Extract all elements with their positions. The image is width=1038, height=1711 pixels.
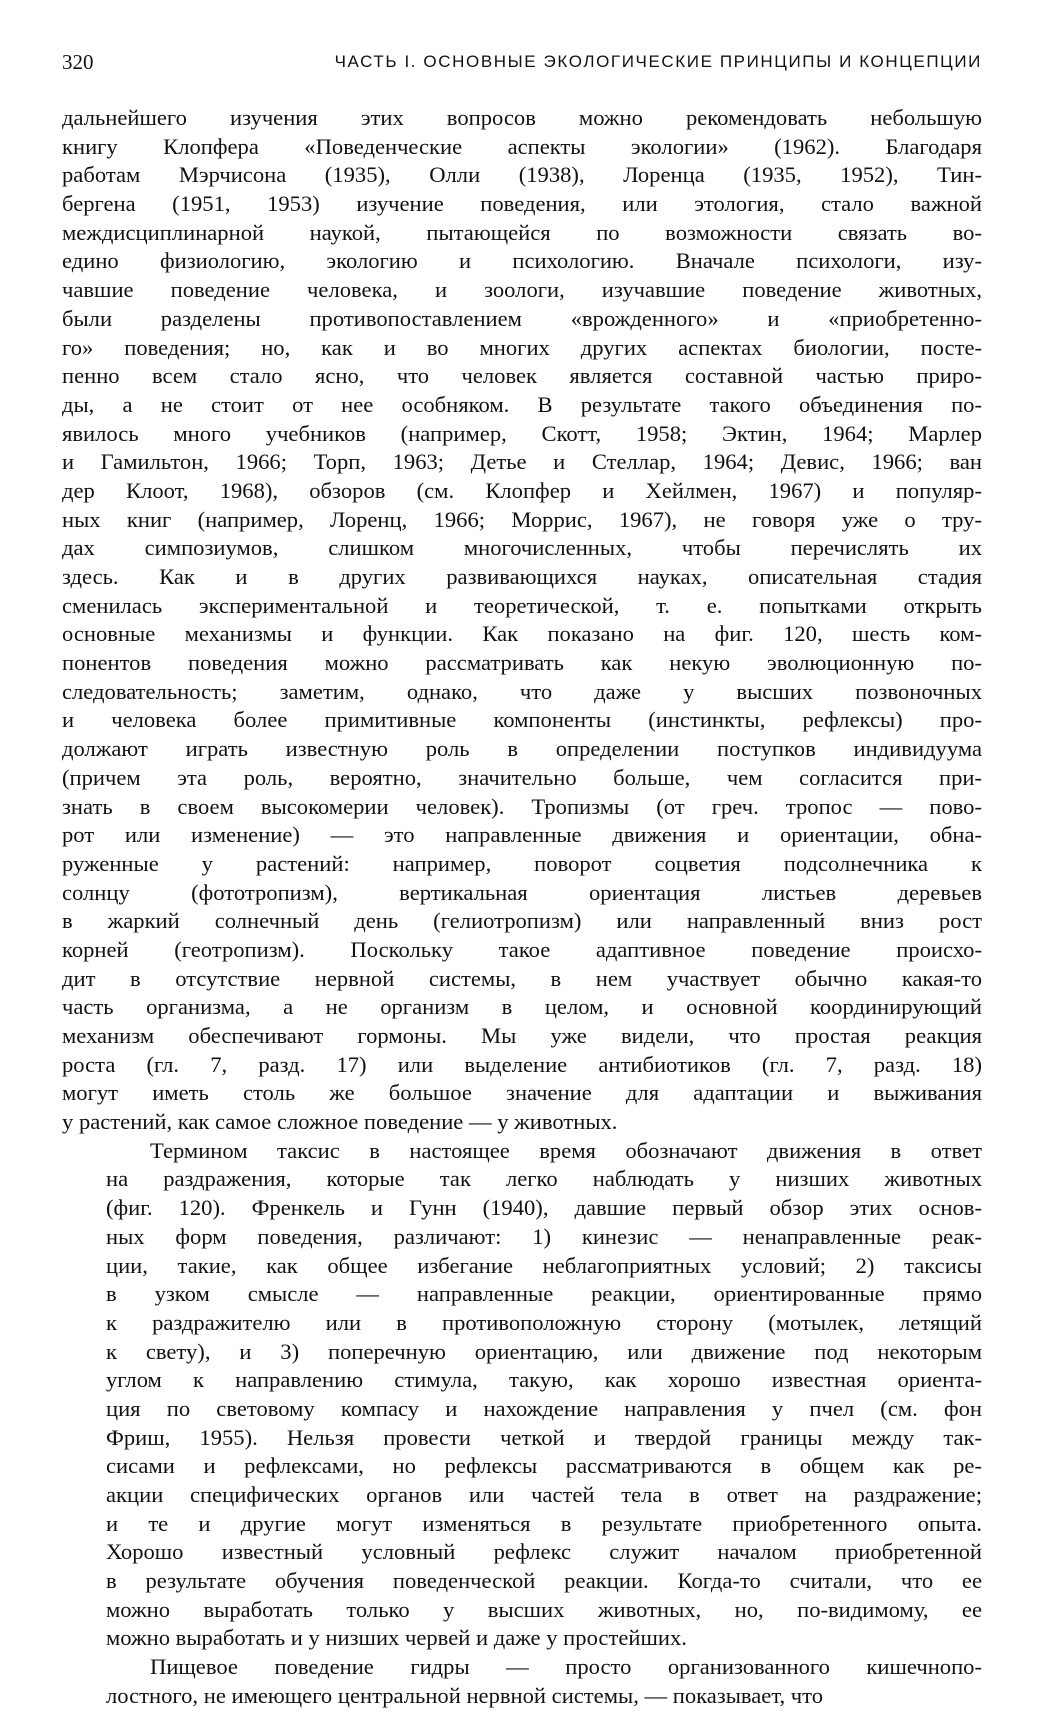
page-header — [62, 48, 982, 78]
text-line: бергена (1951, 1953) изучение поведения, или этология, стало важной — [62, 191, 982, 217]
page-number: 320 — [62, 50, 94, 74]
text-line: ция по световому компасу и нахождение направления у пчел (см. фон — [106, 1395, 982, 1421]
text-line: Пищевое поведение гидры — просто организованного кишечнопо- — [150, 1654, 982, 1680]
text-line: явилось много учебников (например, Скотт, 1958; Эктин, 1964; Марлер — [62, 420, 982, 446]
text-line: понентов поведения можно рассматривать как некую эволюционную по- — [62, 650, 982, 676]
text-line: дах симпозиумов, слишком многочисленных, чтобы перечислять их — [62, 535, 982, 561]
text-line: в жаркий солнечный день (гелиотропизм) или направленный вниз рост — [62, 908, 982, 934]
text-line: го» поведения; но, как и во многих других аспектах биологии, посте- — [62, 334, 982, 360]
text-line: руженные у растений: например, поворот соцветия подсолнечника к — [62, 850, 982, 876]
text-line: акции специфических органов или частей тела в ответ на раздражение; — [106, 1482, 982, 1507]
running-head: ЧАСТЬ I. ОСНОВНЫЕ ЭКОЛОГИЧЕСКИЕ ПРИНЦИПЫ И КОНЦЕПЦИИ — [334, 52, 982, 71]
text-line: Хорошо известный условный рефлекс служит началом приобретенной — [106, 1539, 982, 1565]
text-line: Термином таксис в настоящее время обозначают движения в ответ — [150, 1137, 982, 1163]
text-line: книгу Клопфера «Поведенческие аспекты экологии» (1962). Благодаря — [62, 133, 982, 159]
text-line: механизм обеспечивают гормоны. Мы уже видели, что простая реакция — [62, 1023, 982, 1048]
text-line: углом к направлению стимула, такую, как хорошо известная ориента- — [106, 1367, 982, 1393]
text-line: (причем эта роль, вероятно, значительно больше, чем согласится при- — [62, 764, 982, 790]
text-line: в результате обучения поведенческой реакции. Когда-то считали, что ее — [106, 1568, 982, 1594]
paragraph — [62, 1653, 982, 1710]
text-line: сменилась экспериментальной и теоретической, т. е. попытками открыть — [62, 592, 982, 618]
text-line: Фриш, 1955). Нельзя провести четкой и твердой границы между так- — [106, 1424, 982, 1450]
text-line: едино физиологию, экологию и психологию. Вначале психологи, изу- — [62, 248, 982, 274]
text-line: к свету), и 3) поперечную ориентацию, или движение под некоторым — [106, 1338, 982, 1364]
text-line: можно выработать только у высших животных, но, по-видимому, ее — [106, 1596, 982, 1622]
text-line: и те и другие могут изменяться в результате приобретенного опыта. — [106, 1510, 982, 1536]
text-line: следовательность; заметим, однако, что даже у высших позвоночных — [62, 678, 982, 704]
text-line: пенно всем стало ясно, что человек является составной частью приро- — [62, 363, 982, 389]
text-line: ных форм поведения, различают: 1) кинезис — ненаправленные реак- — [106, 1223, 982, 1249]
text-line: могут иметь столь же большое значение для адаптации и выживания — [62, 1080, 982, 1106]
paragraph — [62, 104, 982, 1137]
text-line: можно выработать и у низших червей и даже у простейших. — [106, 1625, 687, 1651]
text-line: знать в своем высокомерии человек). Тропизмы (от греч. тропос — пово- — [62, 793, 982, 819]
text-line: в узком смысле — направленные реакции, ориентированные прямо — [106, 1281, 982, 1307]
text-line: часть организма, а не организм в целом, и основной координирующий — [62, 994, 982, 1020]
text-line: солнцу (фототропизм), вертикальная ориентация листьев деревьев — [62, 879, 982, 905]
text-line: у растений, как самое сложное поведение — у животных. — [62, 1109, 618, 1135]
text-line: дит в отсутствие нервной системы, в нем участвует обычно какая-то — [62, 965, 982, 991]
text-line: были разделены противопоставлением «врожденного» и «приобретенно- — [62, 305, 982, 331]
text-line: роста (гл. 7, разд. 17) или выделение антибиотиков (гл. 7, разд. 18) — [62, 1051, 982, 1077]
text-line: корней (геотропизм). Поскольку такое адаптивное поведение происхо- — [62, 936, 982, 962]
text-line: здесь. Как и в других развивающихся науках, описательная стадия — [62, 564, 982, 589]
text-line: должают играть известную роль в определении поступков индивидуума — [62, 736, 982, 762]
paragraph — [62, 1137, 982, 1653]
text-line: на раздражения, которые так легко наблюдать у низших животных — [106, 1166, 982, 1192]
text-line: и человека более примитивные компоненты (инстинкты, рефлексы) про- — [62, 707, 982, 733]
text-line: рот или изменение) — это направленные движения и ориентации, обна- — [62, 822, 982, 848]
text-line: междисциплинарной наукой, пытающейся по возможности связать во- — [62, 219, 982, 245]
text-line: дер Клоот, 1968), обзоров (см. Клопфер и Хейлмен, 1967) и популяр- — [62, 477, 982, 503]
text-line: к раздражителю или в противоположную сторону (мотылек, летящий — [106, 1309, 982, 1335]
text-line: ных книг (например, Лоренц, 1966; Моррис, 1967), не говоря уже о тру- — [62, 506, 982, 532]
text-line: сисами и рефлексами, но рефлексы рассматриваются в общем как ре- — [106, 1453, 982, 1479]
text-line: дальнейшего изучения этих вопросов можно рекомендовать небольшую — [62, 105, 982, 130]
text-line: работам Мэрчисона (1935), Олли (1938), Лоренца (1935, 1952), Тин- — [62, 162, 982, 188]
text-line: и Гамильтон, 1966; Торп, 1963; Детье и Стеллар, 1964; Девис, 1966; ван — [62, 449, 982, 475]
text-line: (фиг. 120). Френкель и Гунн (1940), давшие первый обзор этих основ- — [106, 1195, 982, 1221]
text-line: ции, такие, как общее избегание неблагоприятных условий; 2) таксисы — [106, 1252, 982, 1278]
body-text — [62, 104, 982, 1711]
text-line: лостного, не имеющего центральной нервной системы, — показывает, что — [106, 1682, 824, 1708]
text-line: основные механизмы и функции. Как показано на фиг. 120, шесть ком- — [62, 621, 982, 647]
text-line: чавшие поведение человека, и зоологи, изучавшие поведение животных, — [62, 277, 982, 303]
text-line: ды, а не стоит от нее особняком. В результате такого объединения по- — [62, 391, 982, 417]
